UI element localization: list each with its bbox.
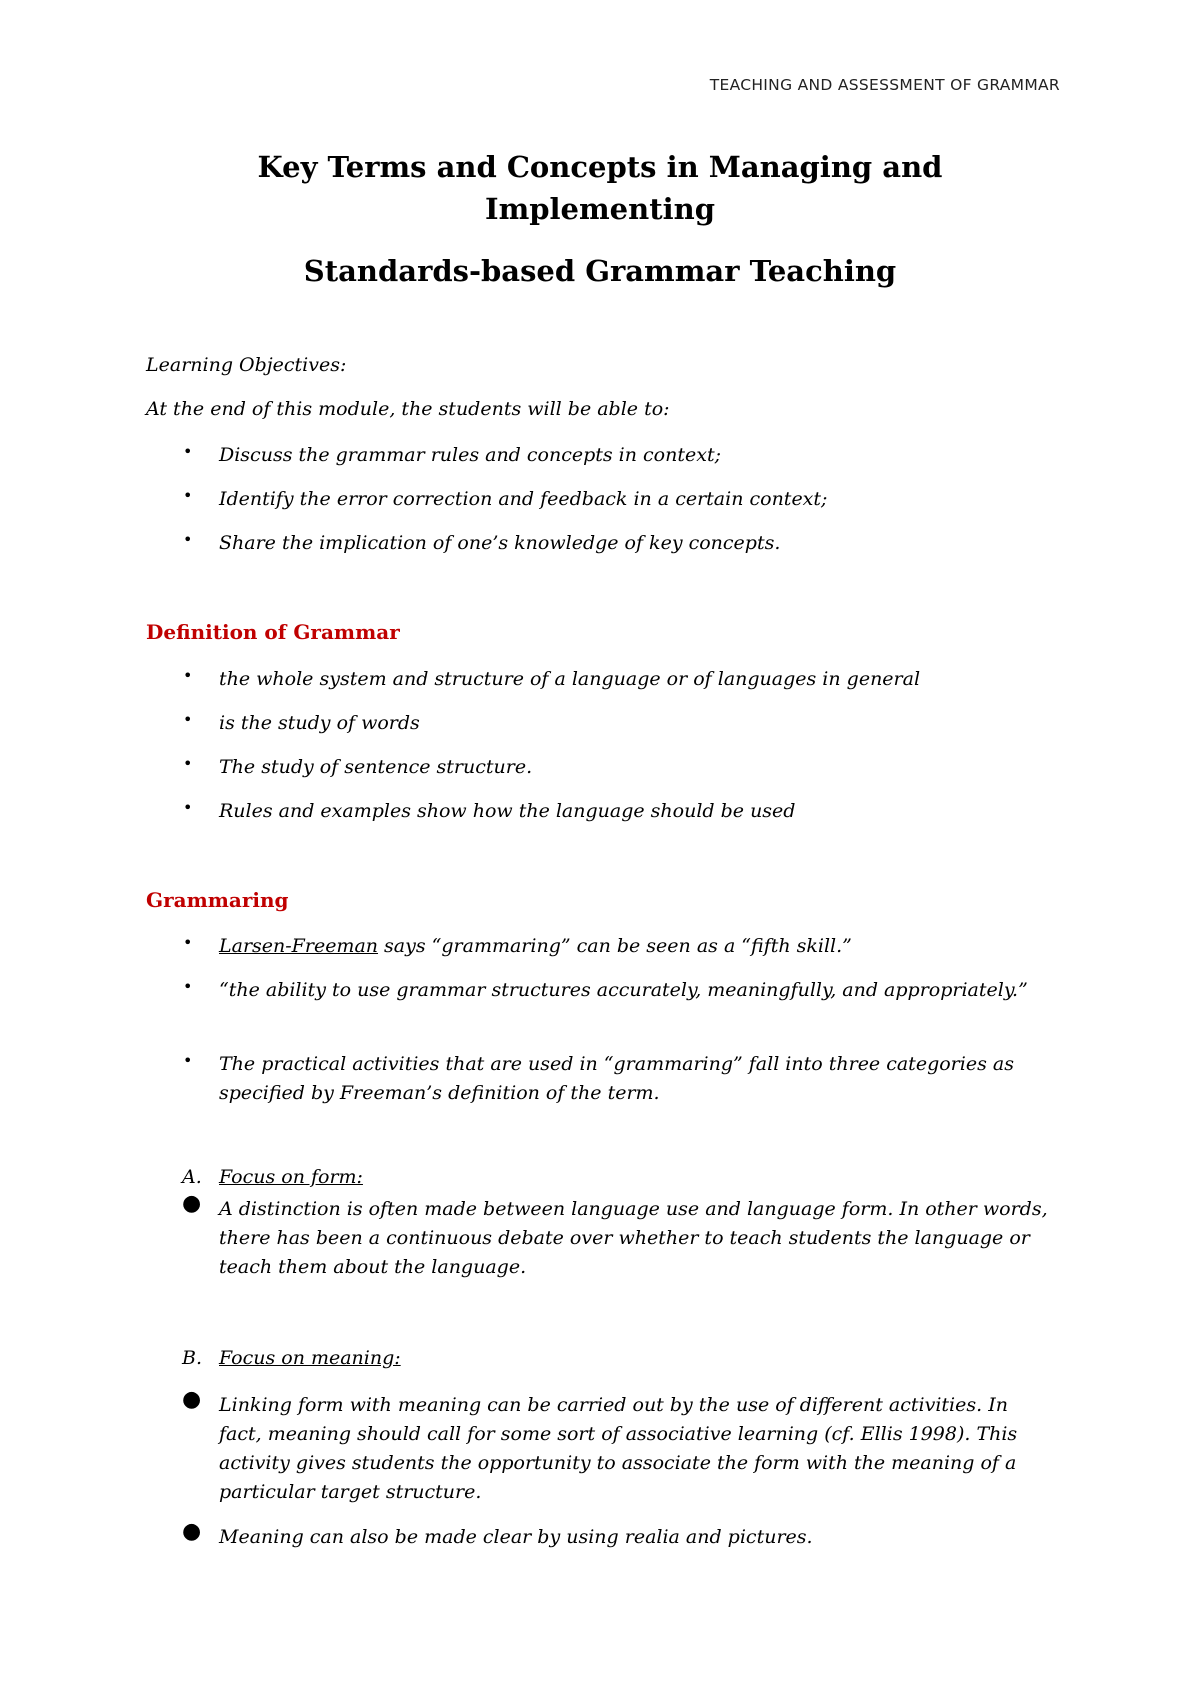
bullet-icon: • <box>183 977 193 996</box>
bullet-icon: • <box>183 933 193 952</box>
bullet-icon: • <box>183 666 193 685</box>
bullet-icon: • <box>183 442 193 461</box>
bullet-icon: • <box>183 754 193 773</box>
objective-text: Share the implication of one’s knowledge of key concepts. <box>219 532 781 554</box>
document-title: Key Terms and Concepts in Managing and Implementing <box>257 150 943 226</box>
subsection-label-meaning: Focus on meaning: <box>219 1347 401 1369</box>
section-heading-definition: Definition of Grammar <box>146 620 400 644</box>
definition-text: The study of sentence structure. <box>219 756 533 778</box>
focus-meaning-text: Linking form with meaning can be carried out by the use of different activities. In fact, meaning should call for some sort of associative learning (cf. Ellis 1998). This activity gives students the opportunity to associate the form with the meaning of a particular target structure. <box>219 1394 1018 1503</box>
bullet-icon: ● <box>182 1191 202 1216</box>
document-subtitle: Standards-based Grammar Teaching <box>303 254 897 288</box>
bullet-icon: ● <box>182 1519 202 1544</box>
bullet-icon: • <box>183 1051 193 1070</box>
bullet-icon: ● <box>182 1387 202 1412</box>
grammaring-quote: says “grammaring” can be seen as a “fifth skill.” <box>378 935 852 957</box>
subsection-letter: B. <box>182 1347 203 1369</box>
subsection-letter: A. <box>182 1166 202 1188</box>
running-header: TEACHING AND ASSESSMENT OF GRAMMAR <box>709 76 1060 94</box>
bullet-icon: • <box>183 798 193 817</box>
definition-text: is the study of words <box>219 712 420 734</box>
grammaring-text: The practical activities that are used in “grammaring” fall into three categories as specified by Freeman’s definition of the term. <box>219 1053 1014 1104</box>
grammaring-text: “the ability to use grammar structures accurately, meaningfully, and appropriately.” <box>219 979 1028 1001</box>
objective-text: Identify the error correction and feedback in a certain context; <box>219 488 828 510</box>
subsection-label-form: Focus on form: <box>219 1166 363 1188</box>
objective-text: Discuss the grammar rules and concepts in context; <box>219 444 721 466</box>
definition-text: Rules and examples show how the language should be used <box>219 800 796 822</box>
focus-meaning-text: Meaning can also be made clear by using realia and pictures. <box>219 1526 813 1548</box>
bullet-icon: • <box>183 530 193 549</box>
definition-text: the whole system and structure of a language or of languages in general <box>219 668 921 690</box>
bullet-icon: • <box>183 486 193 505</box>
grammaring-text <box>219 932 1054 961</box>
objectives-intro: At the end of this module, the students will be able to: <box>146 398 670 420</box>
focus-form-text: A distinction is often made between language use and language form. In other words, there has been a continuous debate over whether to teach students the language or teach them about the language. <box>219 1198 1048 1278</box>
section-heading-grammaring: Grammaring <box>146 888 289 912</box>
author-name: Larsen-Freeman <box>219 935 379 957</box>
objectives-label: Learning Objectives: <box>146 354 347 376</box>
bullet-icon: • <box>183 710 193 729</box>
